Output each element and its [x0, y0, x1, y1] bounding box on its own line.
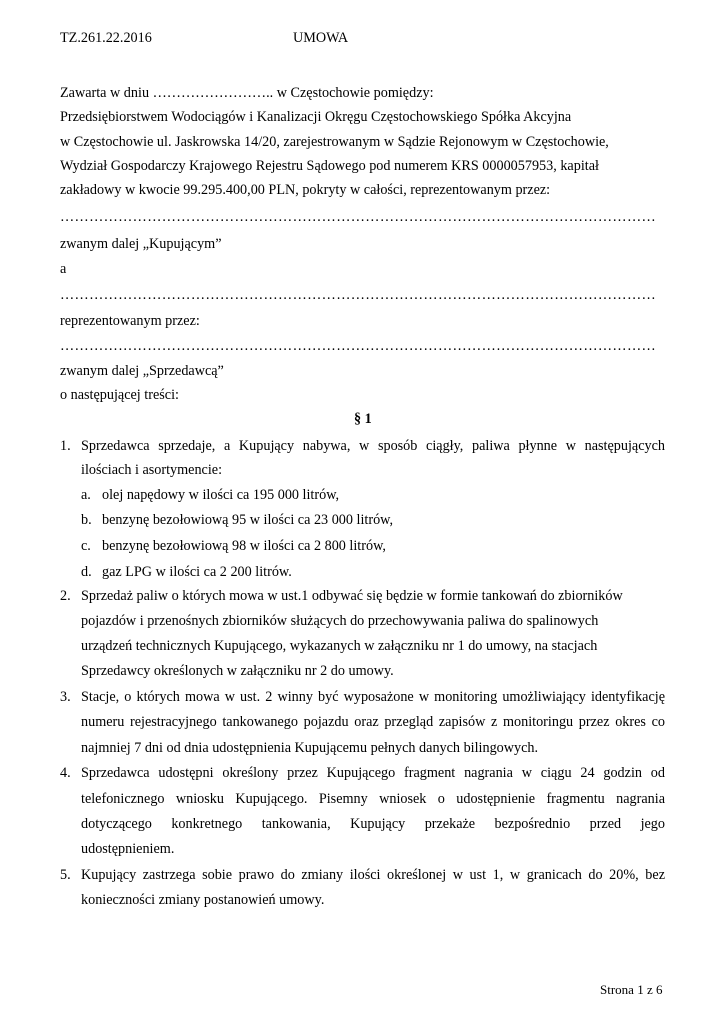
- signature-dotted-line-2: ……………………………………………………………………………………………………………: [60, 287, 657, 303]
- content-intro: o następującej treści:: [60, 387, 179, 403]
- item-3-line-3: najmniej 7 dni od dnia udostępnienia Kupującemu pełnych danych bilingowych.: [81, 740, 539, 756]
- item-4-line-4: udostępnieniem.: [81, 841, 175, 857]
- item-1c-label: c.: [81, 538, 91, 554]
- preamble-line-3: w Częstochowie ul. Jaskrowska 14/20, zarejestrowanym w Sądzie Rejonowym w Częstochowie,: [60, 134, 609, 150]
- item-2-number: 2.: [60, 588, 71, 604]
- item-4-line-1: Sprzedawca udostępni określony przez Kupującego fragment nagrania w ciągu 24 godzin od: [81, 765, 665, 781]
- item-2-line-3: urządzeń technicznych Kupującego, wykazanych w załączniku nr 1 do umowy, na stacjach: [81, 638, 598, 654]
- item-1c-text: benzynę bezołowiową 98 w ilości ca 2 800 litrów,: [102, 538, 386, 554]
- preamble-line-4: Wydział Gospodarczy Krajowego Rejestru Sądowego pod numerem KRS 0000057953, kapitał: [60, 158, 599, 174]
- item-1-number: 1.: [60, 438, 71, 454]
- item-1a-label: a.: [81, 487, 91, 503]
- conjunction-and: a: [60, 261, 67, 277]
- buyer-designation: zwanym dalej „Kupującym”: [60, 236, 222, 252]
- item-1d-label: d.: [81, 564, 92, 580]
- item-1-line-1: Sprzedawca sprzedaje, a Kupujący nabywa, w sposób ciągły, paliwa płynne w następujących: [81, 438, 665, 454]
- page-number: Strona 1 z 6: [600, 982, 663, 997]
- item-2-line-1: Sprzedaż paliw o których mowa w ust.1 odbywać się będzie w formie tankowań do zbiorników: [81, 588, 623, 604]
- represented-by: reprezentowanym przez:: [60, 313, 200, 329]
- section-heading: § 1: [354, 411, 372, 427]
- item-1d-text: gaz LPG w ilości ca 2 200 litrów.: [102, 564, 292, 580]
- signature-dotted-line-1: ……………………………………………………………………………………………………………: [60, 209, 657, 225]
- item-2-line-4: Sprzedawcy określonych w załączniku nr 2 do umowy.: [81, 663, 394, 679]
- item-5-line-1: Kupujący zastrzega sobie prawo do zmiany ilości określonej w ust 1, w granicach do 20%, bez: [81, 867, 665, 883]
- item-1a-text: olej napędowy w ilości ca 195 000 litrów,: [102, 487, 340, 503]
- seller-designation: zwanym dalej „Sprzedawcą”: [60, 363, 224, 379]
- document-reference: TZ.261.22.2016: [60, 30, 152, 46]
- item-3-line-2: numeru rejestracyjnego tankowanego pojazdu oraz przegląd zapisów z monitoringu przez okres co: [81, 714, 665, 730]
- preamble-line-1: Zawarta w dniu …………………….. w Częstochowie pomiędzy:: [60, 85, 434, 101]
- item-4-line-2: telefonicznego wniosku Kupującego. Pisemny wniosek o udostępnienie fragmentu nagrania: [81, 791, 665, 807]
- item-5-line-2: konieczności zmiany postanowień umowy.: [81, 892, 325, 908]
- document-title: UMOWA: [293, 30, 349, 46]
- item-4-number: 4.: [60, 765, 71, 781]
- item-4-line-3: dotyczącego konkretnego tankowania, Kupujący przekaże bezpośrednio przed jego: [81, 816, 665, 832]
- item-3-number: 3.: [60, 689, 71, 705]
- item-1b-label: b.: [81, 512, 92, 528]
- preamble-line-5: zakładowy w kwocie 99.295.400,00 PLN, pokryty w całości, reprezentowanym przez:: [60, 182, 551, 198]
- preamble-line-2: Przedsiębiorstwem Wodociągów i Kanalizacji Okręgu Częstochowskiego Spółka Akcyjna: [60, 109, 572, 125]
- item-5-number: 5.: [60, 867, 71, 883]
- item-1b-text: benzynę bezołowiową 95 w ilości ca 23 000 litrów,: [102, 512, 394, 528]
- item-2-line-2: pojazdów i przenośnych zbiorników służących do przechowywania paliwa do spalinowych: [81, 613, 599, 629]
- item-3-line-1: Stacje, o których mowa w ust. 2 winny być wyposażone w monitoring umożliwiający identyfikację: [81, 689, 665, 705]
- signature-dotted-line-3: ……………………………………………………………………………………………………………: [60, 338, 657, 354]
- item-1-line-2: ilościach i asortymencie:: [81, 462, 223, 478]
